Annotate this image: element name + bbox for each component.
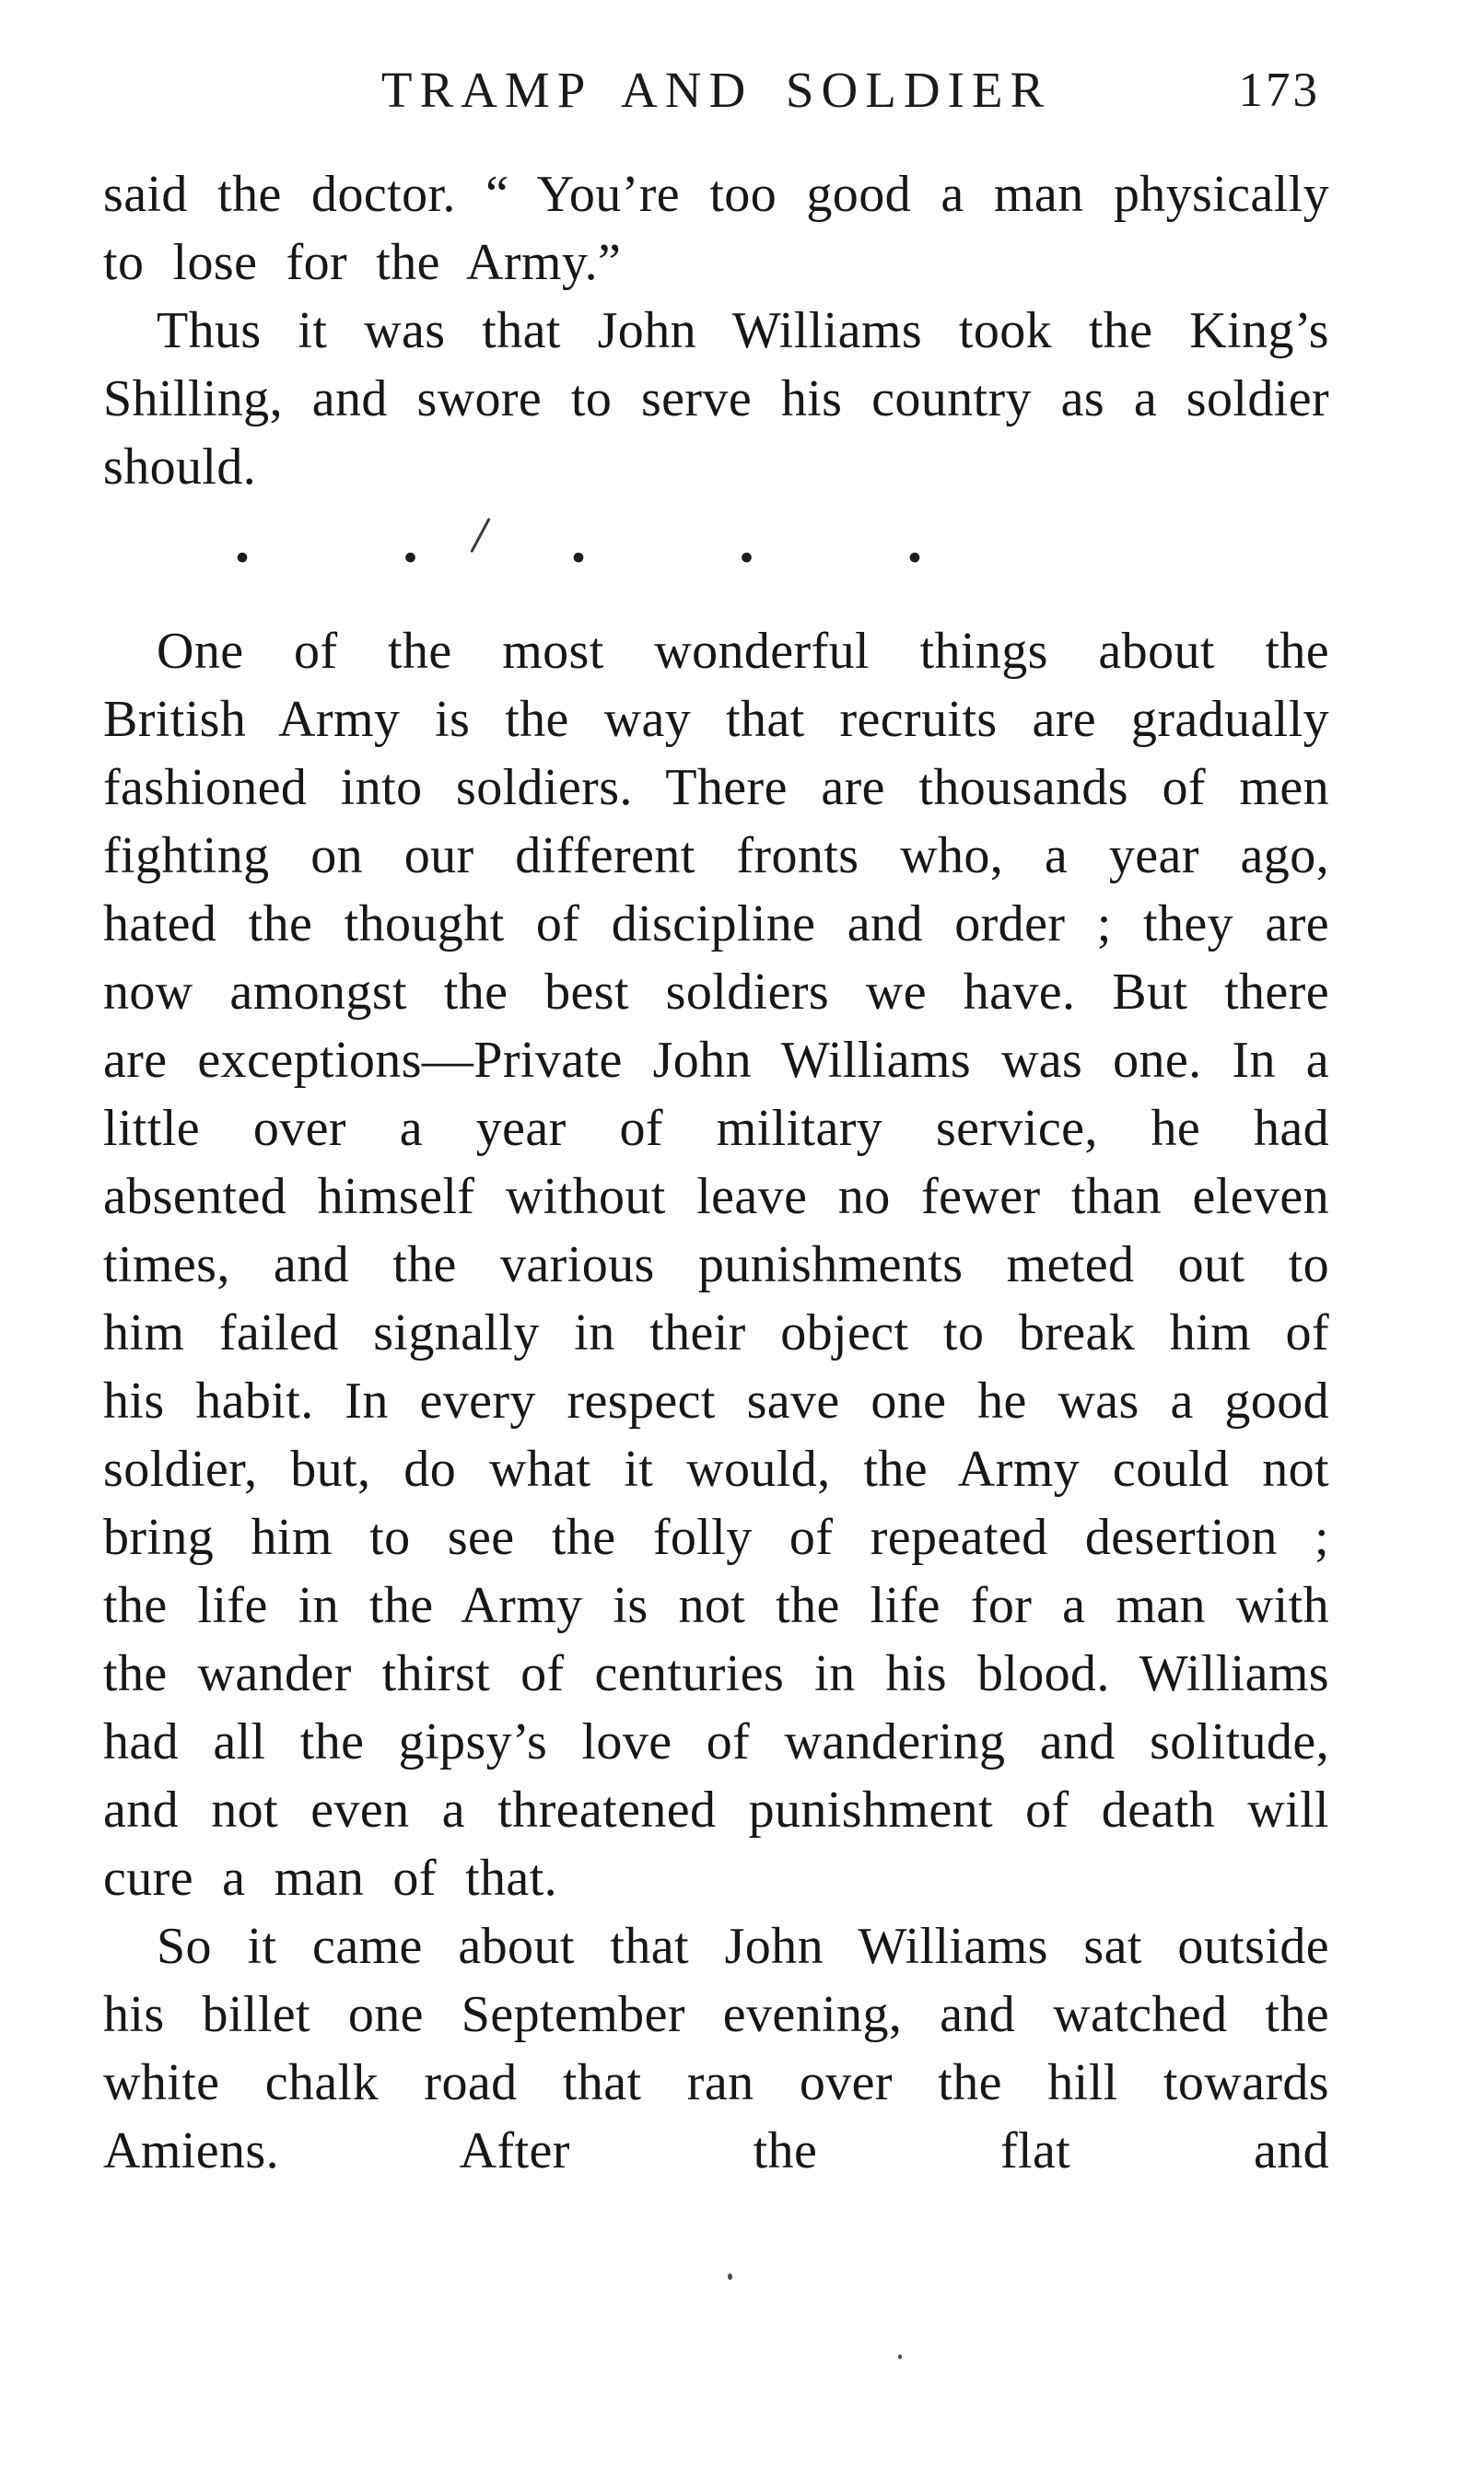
scan-speck (898, 2354, 902, 2359)
page-header (103, 61, 1329, 133)
separator-dot: · (736, 524, 757, 591)
separator-dot: · (904, 524, 925, 591)
paragraph: Thus it was that John Williams took the King’s Shilling, and swore to serve his country as a soldier should. (103, 302, 1329, 496)
separator-dot: · (400, 524, 421, 591)
ink-mark (470, 518, 490, 553)
page-number: 173 (1238, 64, 1320, 117)
paragraph: said the doctor. “ You’re too good a man physically to lose for the Army.” (103, 166, 1329, 291)
separator-dot: · (232, 524, 253, 591)
section-separator (232, 523, 925, 593)
paragraph: So it came about that John Williams sat outside his billet one September evening, and watched the white chalk road that ran over the hill towards Amiens. After the flat and (103, 1918, 1329, 2179)
scan-speck (728, 2273, 732, 2280)
page-title: TRAMP AND SOLDIER (380, 62, 1052, 118)
paragraph: One of the most wonderful things about the British Army is the way that recruits are gradually fashioned into soldiers. There are thousands of men fighting on our different fronts who, a year ago, hated the thought of discipline and order ; they are now amongst the best soldiers we have. But there are exceptions—Private John Williams was one. In a little over a year of military service, he had absented himself without leave no fewer than eleven times, and the various punishments meted out to him failed signally in their object to break him of his habit. In every respect save one he was a good soldier, but, do what it would, the Army could not bring him to see the folly of repeated desertion ; the life in the Army is not the life for a man with the wander thirst of centuries in his blood. Williams had all the gipsy’s love of wandering and solitude, and not even a threatened punishment of death will cure a man of that. (103, 623, 1329, 1907)
separator-dot: · (567, 524, 589, 591)
